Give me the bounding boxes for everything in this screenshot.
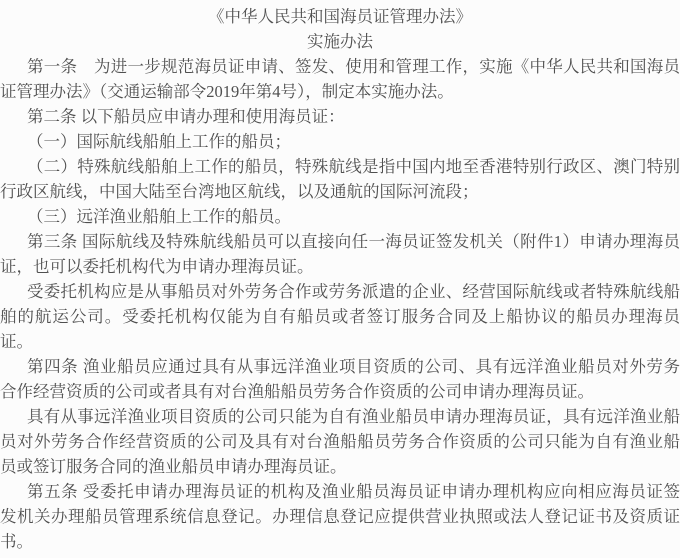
document-subtitle: 实施办法: [307, 32, 373, 51]
document-line: 员或签订服务合同的渔业船员申请办理海员证。: [0, 457, 347, 476]
document-line: 证管理办法》（交通运输部令2019年第4号），制定本实施办法。: [0, 82, 454, 101]
document-line: （二）特殊航线船舶上工作的船员，特殊航线是指中国内地至香港特别行政区、澳门特别: [27, 157, 680, 176]
document-line: 书。: [0, 532, 33, 551]
document-line: 舶的航运公司。受委托机构仅能为自有船员或者签订服务合同及上船协议的船员办理海员: [0, 307, 680, 326]
document-line: 第三条 国际航线及特殊航线船员可以直接向任一海员证签发机关（附件1）申请办理海员: [27, 232, 680, 251]
document-title: 《中华人民共和国海员证管理办法》: [208, 7, 472, 26]
document-line: （一）国际航线船舶上工作的船员；: [27, 132, 291, 151]
document-line: 员对外劳务合作经营资质的公司及具有对台渔船船员劳务合作资质的公司只能为自有渔业船: [0, 432, 680, 451]
document-line: 第一条 为进一步规范海员证申请、签发、使用和管理工作，实施《中华人民共和国海员: [27, 57, 680, 76]
document-line: 合作经营资质的公司或者具有对台渔船船员劳务合作资质的公司申请办理海员证。: [0, 382, 594, 401]
document-line: （三）远洋渔业船舶上工作的船员。: [27, 207, 291, 226]
document-line: 受委托机构应是从事船员对外劳务合作或劳务派遣的企业、经营国际航线或者特殊航线船: [27, 282, 680, 301]
document-line: 第五条 受委托申请办理海员证的机构及渔业船员海员证申请办理机构应向相应海员证签: [27, 482, 680, 501]
document-line: 行政区航线，中国大陆至台湾地区航线，以及通航的国际河流段；: [0, 182, 479, 201]
document-body: [0, 54, 680, 554]
document-line: 第四条 渔业船员应通过具有从事远洋渔业项目资质的公司、具有远洋渔业船员对外劳务: [27, 357, 680, 376]
document-line: 发机关办理船员管理系统信息登记。办理信息登记应提供营业执照或法人登记证书及资质证: [0, 507, 680, 526]
document-line: 证。: [0, 332, 33, 351]
document-line: 证，也可以委托机构代为申请办理海员证。: [0, 257, 314, 276]
document-line: 具有从事远洋渔业项目资质的公司只能为自有渔业船员申请办理海员证，具有远洋渔业船: [27, 407, 680, 426]
document-line: 第二条 以下船员应申请办理和使用海员证：: [27, 107, 345, 126]
